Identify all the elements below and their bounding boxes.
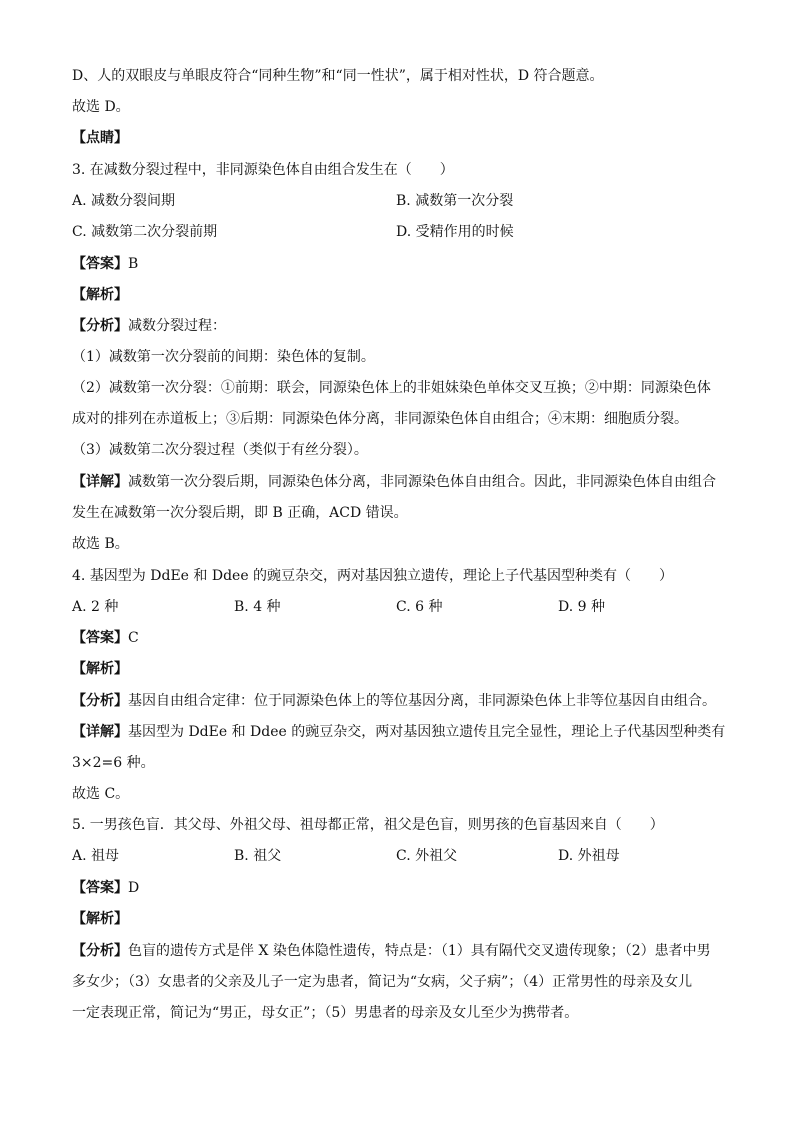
fenxi-label: 【分析】 <box>72 318 128 334</box>
q5-options-row <box>72 846 722 866</box>
q4-conclusion: 故选 C。 <box>72 786 130 802</box>
fenxi-label: 【分析】 <box>72 693 128 709</box>
fenxi-label: 【分析】 <box>72 943 128 959</box>
q3-detail-2: 发生在减数第一次分裂后期，即 B 正确，ACD 错误。 <box>72 505 408 521</box>
q3-options-row-2 <box>72 222 722 242</box>
q5-jiexi-label: 【解析】 <box>72 911 128 927</box>
q3-analysis-3: （3）减数第二次分裂过程（类似于有丝分裂）。 <box>72 442 368 458</box>
answer-label: 【答案】 <box>72 630 128 646</box>
q3-option-d: D. 受精作用的时候 <box>396 224 514 240</box>
q3-analysis-text: 减数分裂过程： <box>128 318 226 334</box>
q4-jiexi-label: 【解析】 <box>72 661 128 677</box>
q5-analysis-3: 一定表现正常，简记为“男正，母女正”；（5）男患者的母亲及女儿至少为携带者。 <box>72 1005 579 1021</box>
q2-conclusion: 故选 D。 <box>72 99 130 115</box>
q5-stem: 5. 一男孩色盲．其父母、外祖父母、祖母都正常，祖父是色盲，则男孩的色盲基因来自（ ） <box>72 817 664 833</box>
dianjing-label: 【点睛】 <box>72 130 128 146</box>
q3-analysis-2a: （2）减数第一次分裂：①前期：联会，同源染色体上的非姐妹染色单体交叉互换；②中期：同源染色体 <box>72 380 711 396</box>
q5-analysis-2: 多女少；（3）女患者的父亲及儿子一定为患者，简记为“女病，父子病”；（4）正常男性的母亲及女儿 <box>72 974 693 990</box>
q5-answer-value: D <box>128 880 140 896</box>
q5-option-a: A. 祖母 <box>72 848 120 864</box>
q4-detail-text: 基因型为 DdEe 和 Ddee 的豌豆杂交，两对基因独立遗传且完全显性，理论上子代基因型种类有 <box>128 724 726 740</box>
answer-label: 【答案】 <box>72 256 128 272</box>
q3-jiexi-label: 【解析】 <box>72 287 128 303</box>
q3-analysis-2b: 成对的排列在赤道板上；③后期：同源染色体分离，非同源染色体自由组合；④末期：细胞质分裂。 <box>72 411 688 427</box>
q4-option-d: D. 9 种 <box>558 599 605 615</box>
q4-option-c: C. 6 种 <box>396 599 443 615</box>
q3-answer-value: B <box>128 256 139 272</box>
q5-analysis <box>72 941 711 961</box>
q4-analysis <box>72 691 716 711</box>
q3-answer <box>72 254 138 274</box>
q3-options-row-1 <box>72 191 722 211</box>
q3-option-c: C. 减数第二次分裂前期 <box>72 224 218 240</box>
xiangjie-label: 【详解】 <box>72 474 128 490</box>
q5-option-d: D. 外祖母 <box>558 848 620 864</box>
q3-detail <box>72 472 716 492</box>
q3-stem: 3. 在减数分裂过程中，非同源染色体自由组合发生在（ ） <box>72 162 454 178</box>
xiangjie-label: 【详解】 <box>72 724 128 740</box>
q5-option-b: B. 祖父 <box>234 848 282 864</box>
q4-analysis-text: 基因自由组合定律：位于同源染色体上的等位基因分离，非同源染色体上非等位基因自由组合。 <box>128 693 716 709</box>
q4-detail <box>72 722 725 742</box>
q4-answer-value: C <box>128 630 139 646</box>
q3-option-a: A. 减数分裂间期 <box>72 193 176 209</box>
q4-option-a: A. 2 种 <box>72 599 119 615</box>
q2-option-d-explanation: D、人的双眼皮与单眼皮符合“同种生物”和“同一性状”，属于相对性状，D 符合题意。 <box>72 68 604 84</box>
q5-option-c: C. 外祖父 <box>396 848 458 864</box>
q5-answer <box>72 878 139 898</box>
q3-analysis <box>72 316 226 336</box>
q4-detail-2: 3×2=6 种。 <box>72 755 155 771</box>
q3-option-b: B. 减数第一次分裂 <box>396 193 514 209</box>
q3-conclusion: 故选 B。 <box>72 536 129 552</box>
q5-analysis-text: 色盲的遗传方式是伴 X 染色体隐性遗传，特点是：（1）具有隔代交叉遗传现象；（2）患者中男 <box>128 943 711 959</box>
q4-answer <box>72 628 139 648</box>
q4-stem: 4. 基因型为 DdEe 和 Ddee 的豌豆杂交，两对基因独立遗传，理论上子代基因型种类有（ ） <box>72 568 674 584</box>
q3-analysis-1: （1）减数第一次分裂前的间期：染色体的复制。 <box>72 349 375 365</box>
answer-label: 【答案】 <box>72 880 128 896</box>
q3-detail-text: 减数第一次分裂后期，同源染色体分离，非同源染色体自由组合。因此，非同源染色体自由组合 <box>128 474 716 490</box>
q4-options-row <box>72 597 722 617</box>
q4-option-b: B. 4 种 <box>234 599 281 615</box>
